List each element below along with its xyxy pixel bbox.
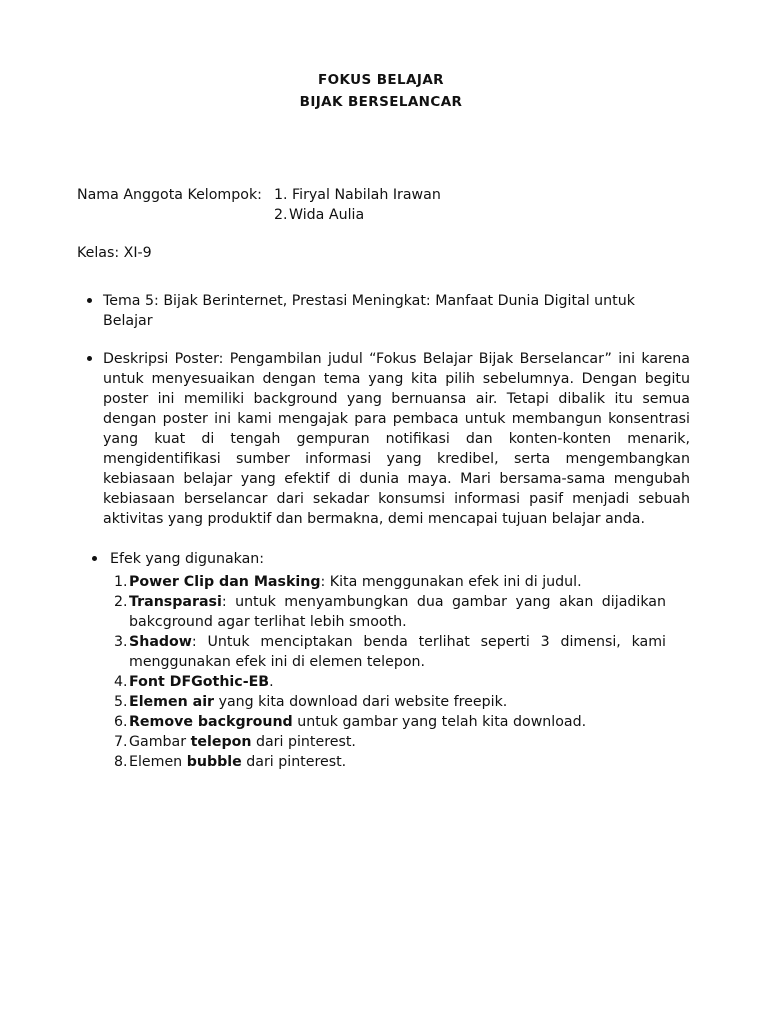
list-item: 1. Power Clip dan Masking: Kita menggunakan efek ini di judul. [114,574,582,590]
bullet-icon [87,298,92,303]
list-item: 3. Shadow: Untuk menciptakan benda terlihat seperti 3 dimensi, kami menggunakan efek ini di elemen telepon. [114,634,666,670]
document-title [0,69,762,113]
theme-line-2: Belajar [103,313,153,329]
effects-heading: Efek yang digunakan: [110,551,265,567]
list-item: 7. Gambar telepon dari pinterest. [114,734,356,750]
list-item: 2. Transparasi: untuk menyambungkan dua gambar yang akan dijadikan bakcground agar terlihat lebih smooth. [114,594,666,630]
list-item: 5. Elemen air yang kita download dari website freepik. [114,694,508,710]
title-line-2: BIJAK BERSELANCAR [299,94,463,110]
list-item: 4. Font DFGothic-EB. [114,674,274,690]
list-item: 8. Elemen bubble dari pinterest. [114,754,347,770]
member-1-num: 1. [274,187,288,203]
theme-line-1: Tema 5: Bijak Berinternet, Prestasi Meningkat: Manfaat Dunia Digital untuk [103,293,635,309]
effects-list [114,572,666,772]
title-line-1: FOKUS BELAJAR [318,72,444,88]
members-label: Nama Anggota Kelompok: [77,187,262,203]
member-1-name: Firyal Nabilah Irawan [292,187,441,203]
bullet-icon [87,356,92,361]
class-info: Kelas: XI-9 [77,245,152,261]
bullet-icon [92,556,97,561]
poster-description: Deskripsi Poster: Pengambilan judul “Fokus Belajar Bijak Berselancar” ini karena untuk menyesuaikan dengan tema yang kita pilih sebelumnya. Dengan begitu poster ini memiliki background yang bernuansa air. Tetapi dibalik itu semua dengan poster ini kami mengajak para pembaca untuk membangun konsentrasi yang kuat di tengah gempuran notifikasi dan konten-konten menarik, mengidentifikasi sumber informasi yang kredibel, serta mengembangkan kebiasaan belajar yang efektif di dunia maya. Mari bersama-sama mengubah kebiasaan berselancar dari sekadar konsumsi informasi pasif menjadi sebuah aktivitas yang produktif dan bermakna, demi mencapai tujuan belajar anda. [103,351,690,527]
member-2-num: 2. [274,207,288,223]
member-2-name: Wida Aulia [289,207,365,223]
list-item: 6. Remove background untuk gambar yang telah kita download. [114,714,587,730]
